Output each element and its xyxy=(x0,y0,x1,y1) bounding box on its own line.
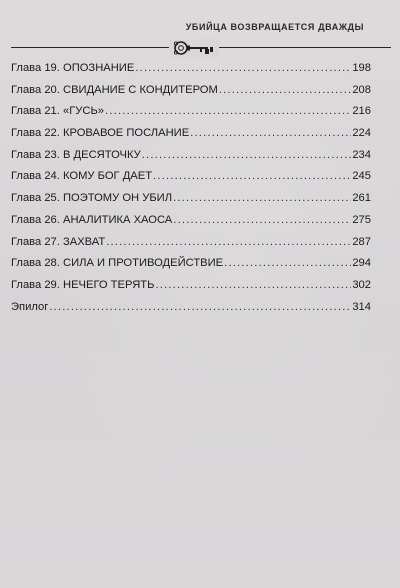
chapter-title: Глава 23. В ДЕСЯТОЧКУ xyxy=(11,148,141,161)
toc-entry[interactable] xyxy=(11,297,371,319)
page-number: 261 xyxy=(352,192,371,205)
page-number: 224 xyxy=(352,127,371,140)
toc-entry[interactable] xyxy=(11,232,371,254)
page-number: 314 xyxy=(352,300,371,313)
chapter-title: Эпилог xyxy=(11,300,49,313)
header-rule xyxy=(11,43,391,53)
leader-dots xyxy=(155,275,351,297)
leader-dots xyxy=(49,297,351,319)
toc-entry[interactable] xyxy=(11,253,371,275)
page-number: 302 xyxy=(352,278,371,291)
leader-dots xyxy=(142,145,352,167)
leader-dots xyxy=(173,210,351,232)
chapter-title: Глава 20. СВИДАНИЕ С КОНДИТЕРОМ xyxy=(11,83,218,96)
toc-entry[interactable] xyxy=(11,166,371,188)
leader-dots xyxy=(219,80,352,102)
toc-entry[interactable] xyxy=(11,58,371,80)
page-number: 208 xyxy=(352,83,371,96)
leader-dots xyxy=(106,232,351,254)
chapter-title: Глава 22. КРОВАВОЕ ПОСЛАНИЕ xyxy=(11,127,190,140)
page-number: 294 xyxy=(352,257,371,270)
chapter-title: Глава 25. ПОЭТОМУ ОН УБИЛ xyxy=(11,192,173,205)
chapter-title: Глава 28. СИЛА И ПРОТИВОДЕЙСТВИЕ xyxy=(11,257,224,270)
leader-dots xyxy=(173,188,351,210)
toc-entry[interactable] xyxy=(11,210,371,232)
page-number: 234 xyxy=(352,148,371,161)
toc-entry[interactable] xyxy=(11,101,371,123)
toc-entry[interactable] xyxy=(11,80,371,102)
chapter-title: Глава 29. НЕЧЕГО ТЕРЯТЬ xyxy=(11,278,155,291)
leader-dots xyxy=(224,253,351,275)
running-head: УБИЙЦА ВОЗВРАЩАЕТСЯ ДВАЖДЫ xyxy=(185,22,364,32)
toc-entry[interactable] xyxy=(11,123,371,145)
leader-dots xyxy=(190,123,351,145)
toc-entry[interactable] xyxy=(11,275,371,297)
chapter-title: Глава 19. ОПОЗНАНИЕ xyxy=(11,62,135,74)
page-number: 198 xyxy=(352,62,371,74)
toc-entry[interactable] xyxy=(11,188,371,210)
page-number: 216 xyxy=(352,105,371,118)
toc-entry[interactable] xyxy=(11,145,371,167)
page-number: 275 xyxy=(352,213,371,226)
page-number: 287 xyxy=(352,235,371,248)
table-of-contents xyxy=(11,58,371,318)
page-number: 245 xyxy=(352,170,371,183)
chapter-title: Глава 26. АНАЛИТИКА ХАОСА xyxy=(11,213,173,226)
chapter-title: Глава 21. «ГУСЬ» xyxy=(11,105,105,118)
leader-dots xyxy=(153,166,351,188)
key-icon xyxy=(169,39,219,57)
chapter-title: Глава 24. КОМУ БОГ ДАЕТ xyxy=(11,170,153,183)
leader-dots xyxy=(105,101,351,123)
leader-dots xyxy=(135,58,351,80)
chapter-title: Глава 27. ЗАХВАТ xyxy=(11,235,106,248)
